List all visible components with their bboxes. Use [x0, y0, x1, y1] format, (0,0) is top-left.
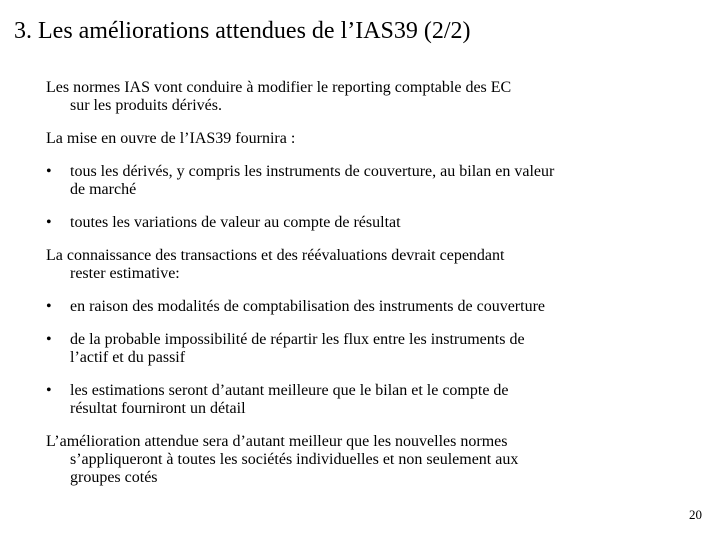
- bullet-line-1: tous les dérivés, y compris les instruments de couverture, au bilan en valeur: [70, 163, 555, 180]
- bullet-line-1: en raison des modalités de comptabilisation des instruments de couverture: [70, 298, 545, 315]
- list-item: [46, 331, 686, 367]
- section2-heading-line-1: La connaissance des transactions et des réévaluations devrait cependant: [46, 247, 505, 264]
- bullet-line-1: de la probable impossibilité de répartir les flux entre les instruments de: [70, 331, 525, 348]
- list-item: [46, 382, 686, 418]
- slide-body: [46, 79, 686, 487]
- conclusion-line-2: s’appliqueront à toutes les sociétés individuelles et non seulement aux: [70, 451, 519, 468]
- page-number: 20: [689, 507, 702, 522]
- bullet-icon: •: [46, 331, 52, 348]
- intro-line-1: Les normes IAS vont conduire à modifier le reporting comptable des EC: [46, 79, 512, 96]
- bullet-icon: •: [46, 163, 52, 180]
- intro-paragraph: [46, 79, 686, 115]
- bullet-line-2: résultat fourniront un détail: [70, 400, 246, 417]
- conclusion-line-1: L’amélioration attendue sera d’autant meilleur que les nouvelles normes: [46, 433, 508, 450]
- bullet-line-2: l’actif et du passif: [70, 349, 186, 366]
- section1-heading: La mise en ouvre de l’IAS39 fournira :: [46, 130, 296, 147]
- conclusion-paragraph: [46, 433, 686, 487]
- bullet-icon: •: [46, 214, 52, 231]
- slide-title: 3. Les améliorations attendues de l’IAS39 (2/2): [14, 18, 471, 44]
- bullet-icon: •: [46, 298, 52, 315]
- section2-heading: [46, 247, 686, 283]
- list-item: [46, 298, 686, 316]
- conclusion-line-3: groupes cotés: [70, 469, 158, 486]
- bullet-line-1: les estimations seront d’autant meilleure que le bilan et le compte de: [70, 382, 509, 399]
- list-item: [46, 214, 686, 232]
- bullet-line-1: toutes les variations de valeur au compte de résultat: [70, 214, 401, 231]
- bullet-line-2: de marché: [70, 181, 137, 198]
- intro-line-2: sur les produits dérivés.: [70, 97, 222, 114]
- section2-heading-line-2: rester estimative:: [70, 265, 180, 282]
- bullet-icon: •: [46, 382, 52, 399]
- list-item: [46, 163, 686, 199]
